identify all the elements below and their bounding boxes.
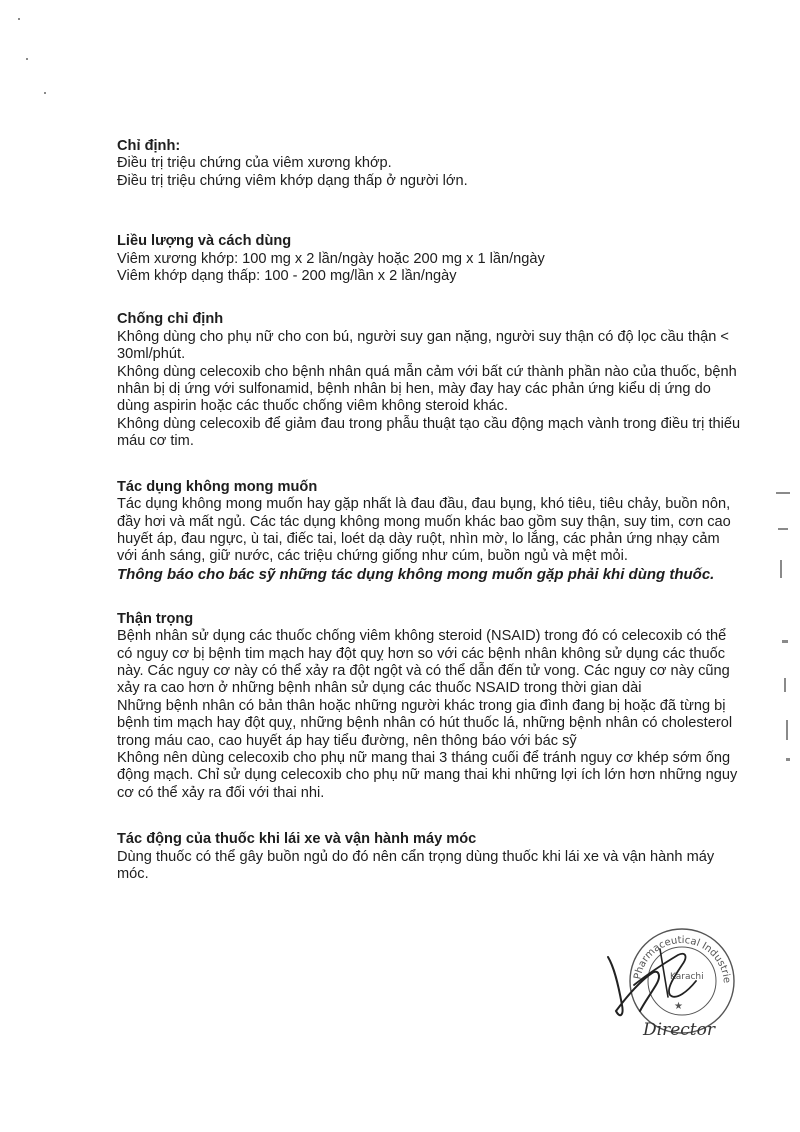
section-heading: Chống chỉ định [117, 311, 224, 328]
side-effects-notice: Thông báo cho bác sỹ những tác dụng không mong muốn gặp phải khi dùng thuốc. [117, 565, 715, 583]
section-dosage [117, 233, 743, 285]
body-paragraph: Bệnh nhân sử dụng các thuốc chống viêm không steroid (NSAID) trong đó có celecoxib có thể có nguy cơ bị bệnh tim mạch hay đột quỵ hơn so với các bệnh nhân không sử dụng các thuốc này. Các nguy cơ này có thể xảy ra đột ngột và có thể dẫn đến tử vong. Các nguy cơ này cũng xảy ra cao hơn ở những bệnh nhân sử dụng các thuốc NSAID trong thời gian dài [117, 628, 730, 697]
body-paragraph: Không dùng celecoxib để giảm đau trong phẫu thuật tạo cầu động mạch vành trong điều trị thiếu máu cơ tim. [117, 415, 741, 450]
scan-mark [18, 18, 20, 20]
body-line: Viêm xương khớp: 100 mg x 2 lần/ngày hoặc 200 mg x 1 lần/ngày [117, 250, 545, 267]
body-paragraph: Những bệnh nhân có bản thân hoặc những người khác trong gia đình đang bị hoặc đã từng bị bệnh tim mạch hay đột quỵ, những bệnh nhân có hút thuốc lá, những bệnh nhân có cholesterol trong máu cao, cao huyết áp hay tiểu đường, nên thông báo với bác sỹ [117, 697, 733, 749]
section-side-effects [117, 479, 743, 584]
section-indications [117, 138, 743, 190]
section-heading: Liều lượng và cách dùng [117, 233, 292, 250]
stamp-city: Karachi [670, 972, 704, 982]
body-paragraph: Dùng thuốc có thể gây buồn ngủ do đó nên cẩn trọng dùng thuốc khi lái xe và vận hành máy móc. [117, 848, 715, 882]
body-line: Điều trị triệu chứng của viêm xương khớp. [117, 155, 392, 172]
scan-mark [786, 758, 790, 761]
body-line: Viêm khớp dạng thấp: 100 - 200 mg/lần x 2 lần/ngày [117, 268, 457, 285]
section-heading: Tác dụng không mong muốn [117, 478, 318, 495]
scan-mark [778, 528, 788, 530]
section-contraindications [117, 311, 743, 450]
scan-mark [784, 678, 786, 692]
stamp-arc-text: Pharmaceutical Industrie [632, 934, 733, 984]
scan-mark [780, 560, 782, 578]
body-paragraph: Không dùng cho phụ nữ cho con bú, người suy gan nặng, người suy thận có độ lọc cầu thận < 30ml/phút. [117, 328, 729, 363]
body-line: Điều trị triệu chứng viêm khớp dạng thấp ở người lớn. [117, 172, 468, 189]
svg-text:★: ★ [674, 1001, 683, 1012]
body-paragraph: Không dùng celecoxib cho bệnh nhân quá mẫn cảm với bất cứ thành phần nào của thuốc, bệnh nhân bị dị ứng với sulfonamid, bệnh nhân bị hen, mày đay hay các phản ứng kiểu dị ứng do dùng aspirin hoặc các thuốc chống viêm không steroid khác. [117, 363, 737, 415]
section-heading: Thận trọng [117, 610, 194, 627]
body-paragraph: Tác dụng không mong muốn hay gặp nhất là đau đầu, đau bụng, khó tiêu, tiêu chảy, buồn nôn, đầy hơi và mất ngủ. Các tác dụng không mong muốn khác bao gồm suy thận, suy tim, cơn cao huyết áp, đau ngực, ù tai, điếc tai, loét dạ dày ruột, nhìn mờ, lo lắng, các phản ứng nhạy cảm với ánh sáng, giữ nước, các triệu chứng giống như cúm, buồn ngủ và mệt mỏi. [117, 496, 731, 565]
scan-mark [782, 640, 788, 643]
section-driving [117, 831, 743, 883]
scan-mark [44, 92, 46, 94]
scan-mark [776, 492, 790, 494]
scan-mark [26, 58, 28, 60]
body-paragraph: Không nên dùng celecoxib cho phụ nữ mang thai 3 tháng cuối để tránh nguy cơ khép sớm ống động mạch. Chỉ sử dụng celecoxib cho phụ nữ mang thai khi những lợi ích lớn hơn những nguy cơ có thể xảy ra đối với thai nhi. [117, 749, 738, 801]
section-heading: Chỉ định: [117, 138, 181, 154]
section-heading: Tác động của thuốc khi lái xe và vận hành máy móc [117, 831, 477, 848]
director-signature-label: Director [643, 1020, 715, 1040]
scan-mark [786, 720, 788, 740]
document-body [117, 138, 743, 883]
section-precautions [117, 611, 743, 802]
